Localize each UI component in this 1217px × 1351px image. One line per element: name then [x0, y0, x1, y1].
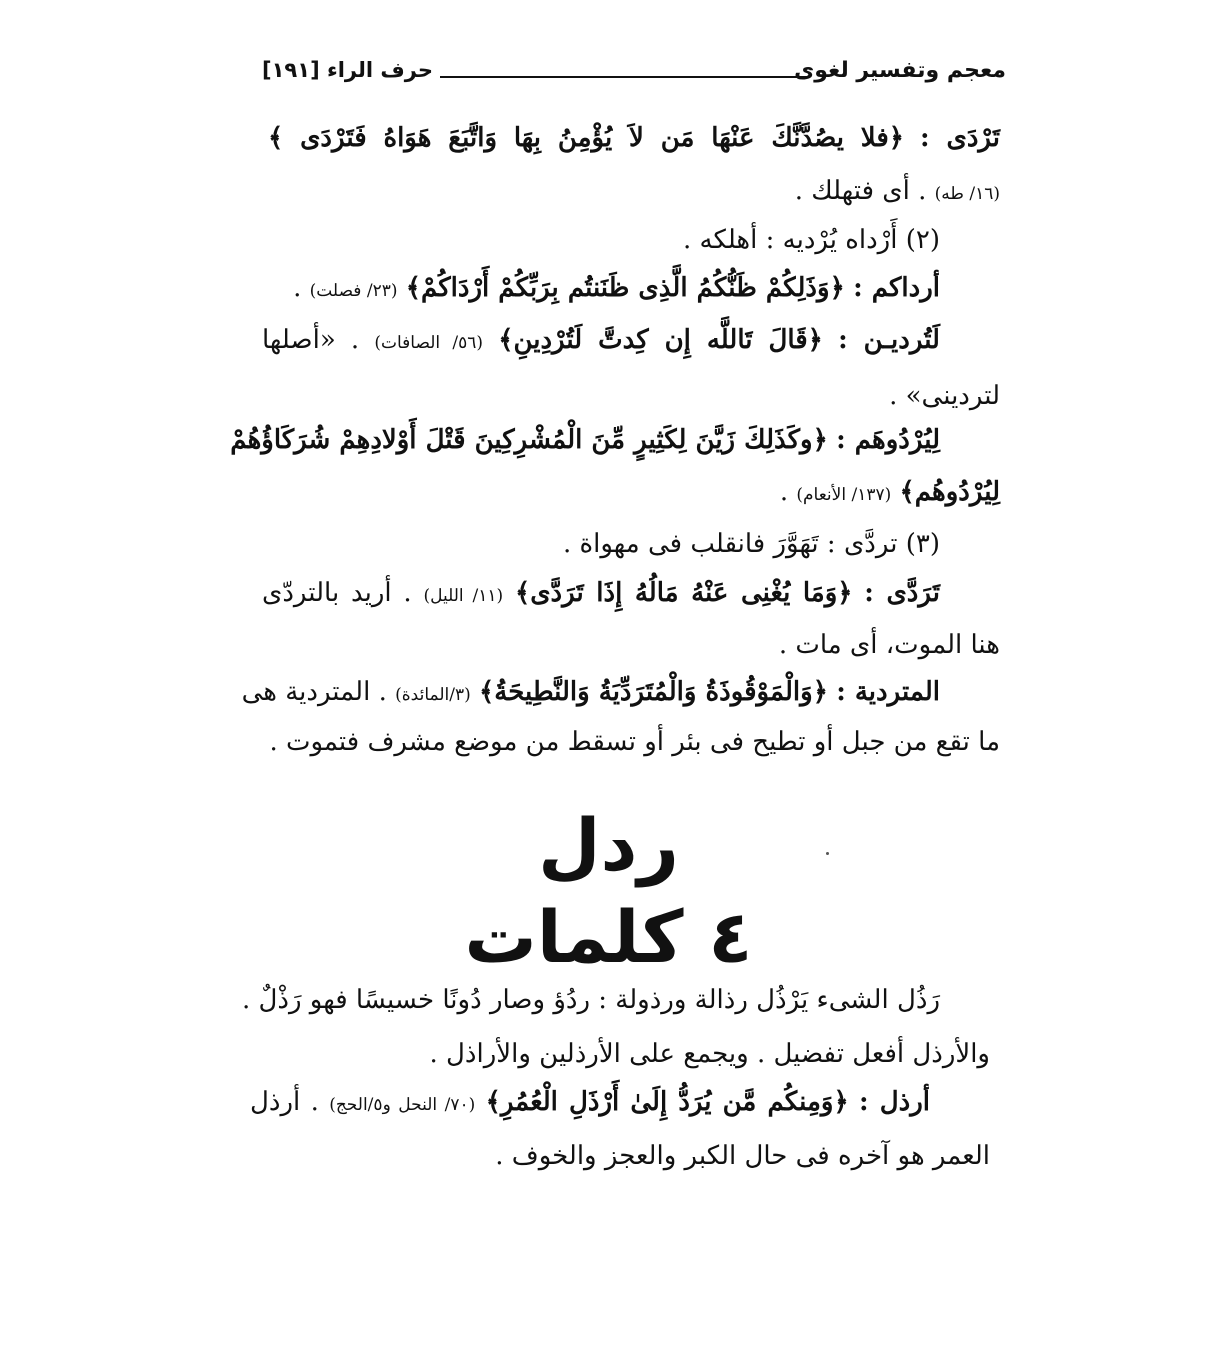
entry-term: المتردية :: [836, 677, 940, 707]
entry-term: أرداكم :: [853, 273, 940, 303]
entry-line: [700, 171, 1000, 211]
running-header: [262, 56, 1006, 96]
entry-gloss: ما تقع من جبل أو تطيح فى بئر أو تسقط من موضع مشرف فتموت .: [269, 727, 1000, 757]
entry-line: [230, 420, 940, 460]
entry-gloss: .: [779, 477, 789, 507]
verse-reference: (٧٠/ النحل و٥/الحج): [329, 1095, 476, 1115]
root-definition-line: [340, 1034, 990, 1074]
quran-verse: ﴿فلا يصُدَّنَّكَ عَنْهَا مَن لاَ يُؤْمِنُ بِهَا وَاتَّبَعَ هَوَاهُ فَتَرْدَى ﴾: [268, 123, 904, 153]
entry-line: [262, 320, 940, 360]
quran-verse: ﴿وَمَا يُغْنِى عَنْهُ مَالُهُ إِذَا تَرَدَّى﴾: [514, 578, 853, 608]
entry-term: تَرْدَى :: [920, 123, 1000, 153]
entry-line: [600, 220, 940, 260]
entry-gloss: لتردينى» .: [889, 381, 1000, 411]
root-word-count: ٤ كلمات: [464, 895, 753, 979]
quran-verse: ﴿وَمِنكُم مَّن يُرَدُّ إِلَىٰ أَرْذَلِ الْعُمُرِ﴾: [485, 1087, 849, 1117]
entry-line: [480, 1136, 990, 1176]
entry-line: [262, 573, 940, 613]
entry-term: لِيُرْدُوهَم :: [836, 425, 940, 455]
entry-line: [241, 672, 940, 712]
entry-line: [740, 472, 1000, 512]
verse-reference: (١٣٧/ الأنعام): [796, 485, 892, 505]
quran-verse: ﴿قَالَ تَاللَّه إِن كِدتَّ لَتُرْدِينِ﴾: [498, 325, 823, 355]
entry-line: [270, 722, 1000, 762]
root-definition: والأرذل أفعل تفضيل . ويجمع على الأرذلين والأراذل .: [429, 1039, 990, 1069]
entry-line: [290, 268, 940, 308]
print-speck: [826, 852, 829, 855]
entry-gloss: . أى فتهلك .: [794, 176, 927, 206]
header-rule: [440, 76, 808, 78]
sense-definition: (٢) أَرْداه يُرْديه : أهلكه .: [683, 225, 940, 255]
entry-gloss: . أرذل: [250, 1087, 319, 1117]
book-title: معجم وتفسير لغوى: [794, 58, 1006, 83]
entry-gloss: هنا الموت، أى مات .: [778, 630, 1000, 660]
entry-term: لَتُرديـن :: [838, 325, 940, 355]
quran-verse: ﴿وَالْمَوْقُوذَةُ وَالْمُتَرَدِّيَةُ وَالنَّطِيحَةُ﴾: [479, 677, 828, 707]
quran-verse: ﴿وَذَلِكُمْ ظَنُّكُمُ الَّذِى ظَنَنتُم بِرَبِّكُمْ أَرْدَاكُمْ﴾: [405, 273, 845, 303]
root-definition-line: [241, 980, 940, 1020]
root-heading: ردل: [538, 803, 679, 887]
quran-verse: لِيُرْدُوهُم﴾: [899, 477, 1000, 507]
verse-reference: (٢٣/ فصلت): [309, 281, 398, 301]
entry-gloss: .: [293, 273, 302, 303]
page-section-number: حرف الراء [١٩١]: [262, 58, 433, 82]
entry-line: [268, 118, 1000, 158]
entry-term: تَرَدَّى :: [864, 578, 940, 608]
entry-gloss: . أريد بالتردّى: [262, 578, 412, 608]
verse-reference: (٣/المائدة): [395, 685, 471, 705]
verse-reference: (١٦/ طه): [934, 184, 1000, 204]
entry-gloss: . المتردية هى: [241, 677, 387, 707]
entry-term: أرذل :: [859, 1087, 931, 1117]
quran-verse: ﴿وكَذَلِكَ زَيَّنَ لِكَثِيرٍ مِّنَ الْمُشْرِكِينَ قَتْلَ أَوْلادِهِمْ شُرَكَاؤُهُمْ: [230, 425, 828, 455]
entry-line: [760, 625, 1000, 665]
entry-line: [250, 1082, 930, 1122]
verse-reference: (١١/ الليل): [423, 586, 504, 606]
entry-line: [840, 376, 1000, 416]
entry-gloss: . «أصلها: [262, 325, 360, 355]
entry-gloss: العمر هو آخره فى حال الكبر والعجز والخوف .: [495, 1141, 990, 1171]
sense-definition: (٣) تردَّى : تَهَوَّرَ فانقلب فى مهواة .: [562, 529, 940, 559]
verse-reference: (٥٦/ الصافات): [374, 333, 484, 353]
entry-line: [560, 524, 940, 564]
root-definition: رَذُل الشىء يَرْذُل رذالة ورذولة : ردُؤ وصار دُونًا خسيسًا فهو رَذْلٌ .: [241, 985, 940, 1015]
